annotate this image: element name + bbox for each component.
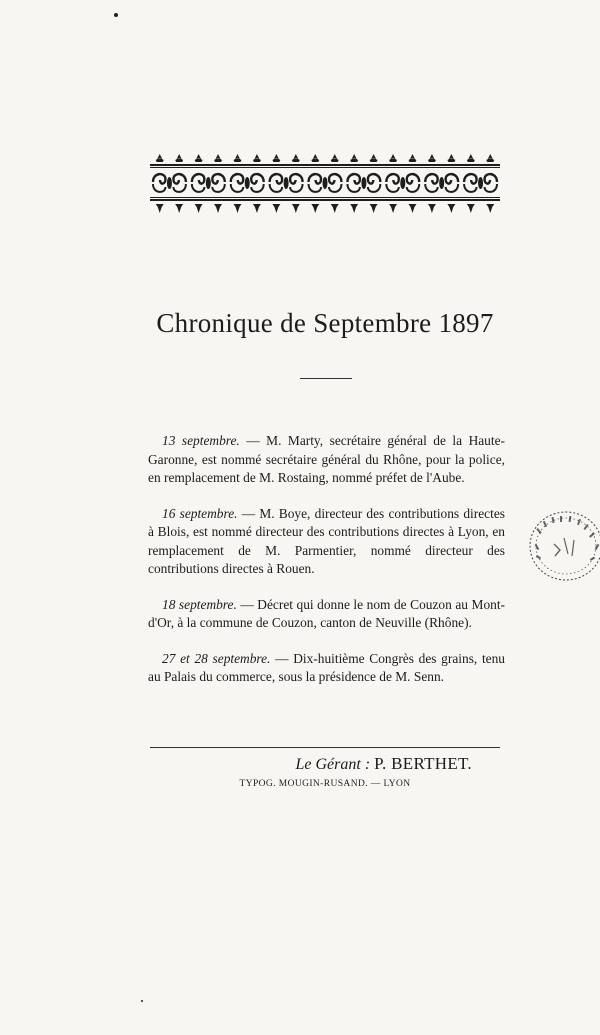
library-stamp-icon <box>524 508 600 584</box>
entry-text: — M. Boye, directeur des contributions directes à Blois, est nommé directeur des contributions directes à Lyon, en remplacement de M. Parmentier, nommé directeur des contributions directes à Rouen. <box>148 505 505 576</box>
entry-date: 27 et 28 septembre. <box>162 650 271 666</box>
page-title: Chronique de Septembre 1897 <box>156 308 494 338</box>
chronicle-body <box>148 432 505 704</box>
header-ornament-icon <box>150 152 500 216</box>
chronicle-entry <box>148 650 505 687</box>
entry-date: 16 septembre. <box>162 505 238 521</box>
printer-imprint: TYPOG. MOUGIN-RUSAND. — LYON <box>239 779 411 789</box>
signature-name: P. BERTHET. <box>374 754 472 773</box>
entry-text: — Décret qui donne le nom de Couzon au Mont-d'Or, à la commune de Couzon, canton de Neuville (Rhône). <box>148 596 506 630</box>
signature-line <box>150 754 472 774</box>
chronicle-entry <box>148 505 505 579</box>
entry-date: 18 septembre. <box>162 596 237 612</box>
signature-rule <box>150 747 500 748</box>
chronicle-entry <box>148 432 505 488</box>
scan-speck <box>114 13 118 17</box>
signature-label: Le Gérant : <box>295 756 371 773</box>
title-divider <box>300 378 352 379</box>
entry-date: 13 septembre. <box>162 433 240 448</box>
entry-text: — M. Marty, secrétaire général de la Haute-Garonne, est nommé secrétaire général du Rhône, pour la police, en remplacement de M. Rostaing, nommé préfet de l'Aube. <box>148 433 505 485</box>
scan-speck <box>141 1000 143 1002</box>
entry-text: — Dix-huitième Congrès des grains, tenu au Palais du commerce, sous la présidence de M. Senn. <box>148 650 505 684</box>
chronicle-entry <box>148 596 505 633</box>
